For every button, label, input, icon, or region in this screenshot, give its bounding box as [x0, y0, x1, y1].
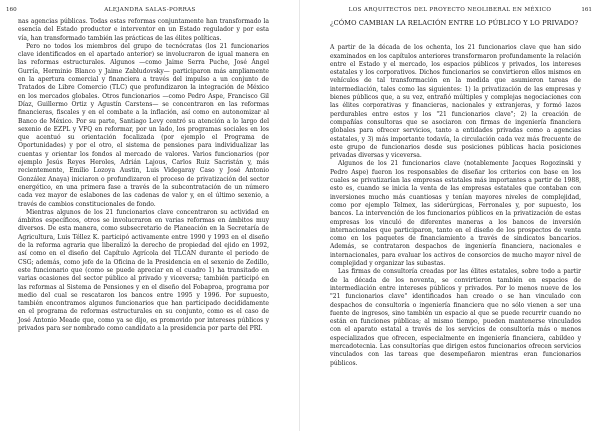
right-text-column [330, 18, 581, 368]
right-running-head: LOS ARQUITECTOS DEL PROYECTO NEOLIBERAL EN MÉXICO [348, 7, 552, 13]
right-page-number: 161 [581, 7, 592, 13]
section-spacer [330, 27, 581, 44]
paragraph: Las firmas de consultoría creadas por las élites estatales, sobre todo a partir de la década de los noventa, se convirtieron también en espacios de intermediación entre intereses públicos y privados. Por lo menos nueve de los "21 funcionarios clave" identificados han creado o se han vinculado con despachos de consultoría o ingeniería financiera que no sólo vienen a ser una fuente de ingresos, sino también un espacio al que se puede recurrir cuando no están en funciones públicas; al mismo tiempo, pueden mantenerse vinculados con el aparato estatal a través de los servicios de consultoría más o menos especializados que ofrecen, especialmente en ingeniería financiera, cabildeo y mercadotecnia. Las consultorías que dirigen estos funcionarios ofrecen servicios vinculados con las tareas que desempeñaron mientras eran funcionarios públicos. [330, 268, 581, 367]
section-title: ¿CÓMO CAMBIAN LA RELACIÓN ENTRE LO PÚBLICO Y LO PRIVADO? [330, 19, 579, 27]
left-running-head: ALEJANDRA SALAS-PORRAS [104, 7, 196, 13]
left-text-column [18, 18, 269, 333]
right-page [300, 0, 600, 431]
paragraph: Algunos de los 21 funcionarios clave (notablemente Jacques Rogozinski y Pedro Aspe) fueron los responsables de diseñar los criterios con base en los cuales se privatizarían las empresas estatales más importantes a partir de 1988, esto es, cuando se inicia la venta de las empresas estatales que contaban con inversiones mucho más cuantiosas y tenían mayores niveles de complejidad, como por ejemplo Telmex, las siderúrgicas, Ferronales y, por supuesto, los bancos. La intervención de los funcionarios públicos en la privatización de estas empresas los vinculó de diferentes maneras a los bancos de inversión internacionales que participaron, tanto en el diseño de los prospectos de venta como en los paquetes de financiamiento a través de sindicatos bancarios. Además, se contrataron despachos de ingeniería financiera, nacionales e internacionales, para evaluar los activos de consorcios de mucho mayor nivel de complejidad y organizar las subastas. [330, 160, 581, 268]
paragraph: Mientras algunos de los 21 funcionarios clave concentraron su actividad en ámbitos específicos, otros se involucraron en varias reformas en ámbitos muy diversos. De esta manera, como subsecretario de Planeación en la Secretaría de Agricultura, Luis Téllez K. participó activamente entre 1990 y 1993 en el diseño de la reforma agraria que liberalizó la derecho de propiedad del ejido en 1992, así como en el diseño del Capítulo Agrícola del TLCAN durante el periodo de CSG; además, como jefe de la Oficina de la Presidencia en el sexenio de Zedillo, este funcionario que (como se puede apreciar en el cuadro 1) ha transitado en varias ocasiones del sector público al privado y viceversa; también participó en las reformas al Sistema de Pensiones y en el diseño del Fobaproa, programa por medio del cual se rescataron los bancos entre 1995 y 1996. Por supuesto, también encontramos algunos funcionarios que han participado decididamente en el programa de reformas estructurales en su conjunto, como es el caso de José Antonio Meade que, como ya se dijo, es promovido por intereses públicos y privados para ser nombrado como candidato a la presidencia por parte del PRI. [18, 208, 269, 332]
paragraph: A partir de la década de los ochenta, los 21 funcionarios clave que han sido examinados en los capítulos anteriores transformaron profundamente la relación entre el Estado y el mercado, los espacios públicos y privados, los intereses estatales y los corporativos. Dichos funcionarios se convirtieron ellos mismos en vehículos de tal transformación en la medida que asumieron tareas de intermediación, tales como las siguientes: 1) la privatización de las empresas y bienes públicos que, a su vez, entrañó múltiples y complejas negociaciones con las élites corporativas y financieras, nacionales y extranjeras, y formó lazos perdurables entre estos y los "21 funcionarios clave"; 2) la creación de compañías consultoras que se asociaron con firmas de ingeniería financiera globales para ofrecer servicios, tanto a entidades privadas como a agencias estatales, y 3) más importante todavía, la circulación cada vez más frecuente de este grupo de funcionarios desde sus posiciones públicas hacia posiciones privadas diversas y viceversa. [330, 44, 581, 160]
left-page-number: 160 [6, 7, 17, 13]
paragraph: nas agencias públicas. Todas estas reformas conjuntamente han transformado la esencia del Estado productor e interventor en un Estado regulador y por esta vía, han transformado también las prácticas de las élites políticas. [18, 18, 269, 42]
paragraph: Pero no todos los miembros del grupo de tecnócratas (los 21 funcionarios clave identificados en el apartado anterior) se involucraron de igual manera en las reformas estructurales. Algunos —como Jaime Serra Puche, José Ángel Gurría, Herminio Blanco y Jaime Zabludovsky— participaron más ampliamente en la apertura comercial y financiera a través del impulso a un conjunto de Tratados de Libre Comercio (TLC) que profundizaron la integración de México en los mercados globales. Otros funcionarios —como Pedro Aspe, Francisco Gil Díaz, Guillermo Ortiz y Agustín Carstens— se concentraron en las reformas financieras, fiscales y en el combate a la inflación, así como en autonomizar al Banco de México. Por su parte, Santiago Levy centró su atención a lo largo del sexenio de EZPL y VFQ en reformar, por un lado, los programas sociales en los que acentuó su orientación focalizada (por ejemplo el Programa de Oportunidades) y por el otro, el sistema de pensiones para individualizar las cuentas y orientar los fondos al mercado de valores. Varios funcionarios (por ejemplo Jesús Reyes Heroles, Adrián Lajous, Carlos Ruiz Sacristán y, más recientemente, Emilio Lozoya Austin, Luis Videgaray Caso y José Antonio González Anaya) iniciaron o profundizaron el proceso de privatización del sector energético, en una primera fase a través de la subcontratación de un número cada vez mayor de eslabones de las cadenas de valor y, en el último sexenio, a través de cambios constitucionales de fondo. [18, 42, 269, 208]
